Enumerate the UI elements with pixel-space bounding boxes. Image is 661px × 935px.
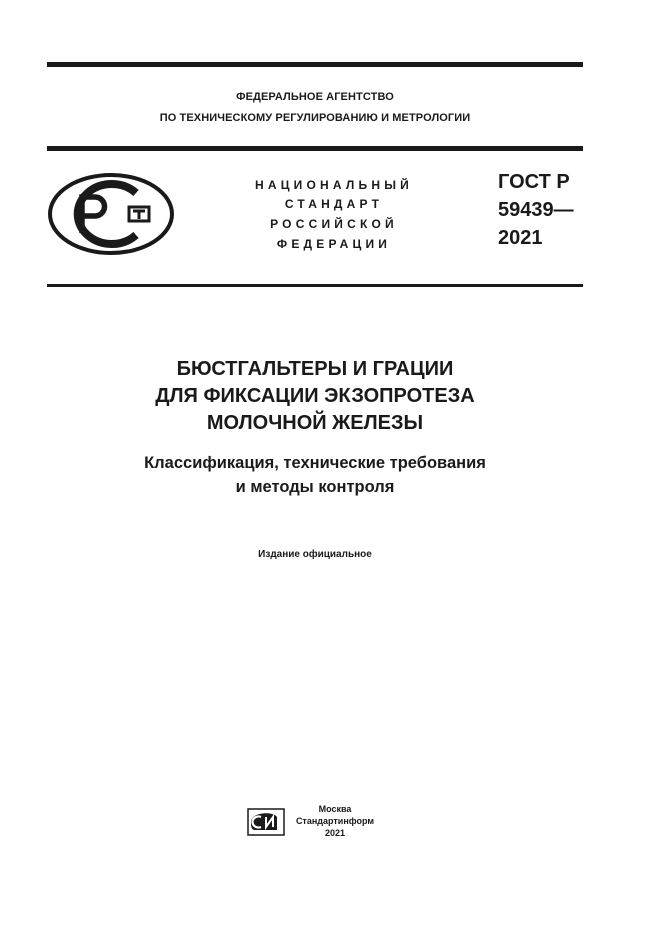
standard-type-line-2: СТАНДАРТ	[284, 197, 384, 211]
gost-r-emblem-icon	[47, 172, 175, 256]
standard-type-line-1: НАЦИОНАЛЬНЫЙ	[254, 178, 414, 192]
designation-line-2: 59439—	[498, 199, 574, 221]
title-line-2: ДЛЯ ФИКСАЦИИ ЭКЗОПРОТЕЗА	[155, 385, 475, 407]
standard-type-line-4: ФЕДЕРАЦИИ	[276, 237, 392, 251]
subtitle-line-1: Классификация, технические требования	[144, 454, 486, 472]
agency-line-1: ФЕДЕРАЛЬНОЕ АГЕНТСТВО	[236, 91, 394, 103]
publisher-year: 2021	[324, 828, 346, 838]
title-line-3: МОЛОЧНОЙ ЖЕЛЕЗЫ	[206, 412, 424, 434]
header-rule	[47, 284, 583, 287]
standartinform-logo-icon	[247, 808, 285, 836]
agency-line-2: ПО ТЕХНИЧЕСКОМУ РЕГУЛИРОВАНИЮ И МЕТРОЛОГИИ	[159, 112, 471, 124]
edition-label: Издание официальное	[258, 549, 372, 560]
subtitle-line-2: и методы контроля	[235, 478, 395, 496]
designation-line-1: ГОСТ Р	[498, 171, 570, 193]
publisher-name: Стандартинформ	[295, 816, 375, 826]
agency-rule	[47, 146, 583, 151]
top-rule	[47, 62, 583, 67]
designation-line-3: 2021	[498, 227, 543, 249]
standard-type-line-3: РОССИЙСКОЙ	[270, 217, 398, 231]
publisher-city: Москва	[318, 804, 352, 814]
title-line-1: БЮСТГАЛЬТЕРЫ И ГРАЦИИ	[176, 358, 454, 380]
